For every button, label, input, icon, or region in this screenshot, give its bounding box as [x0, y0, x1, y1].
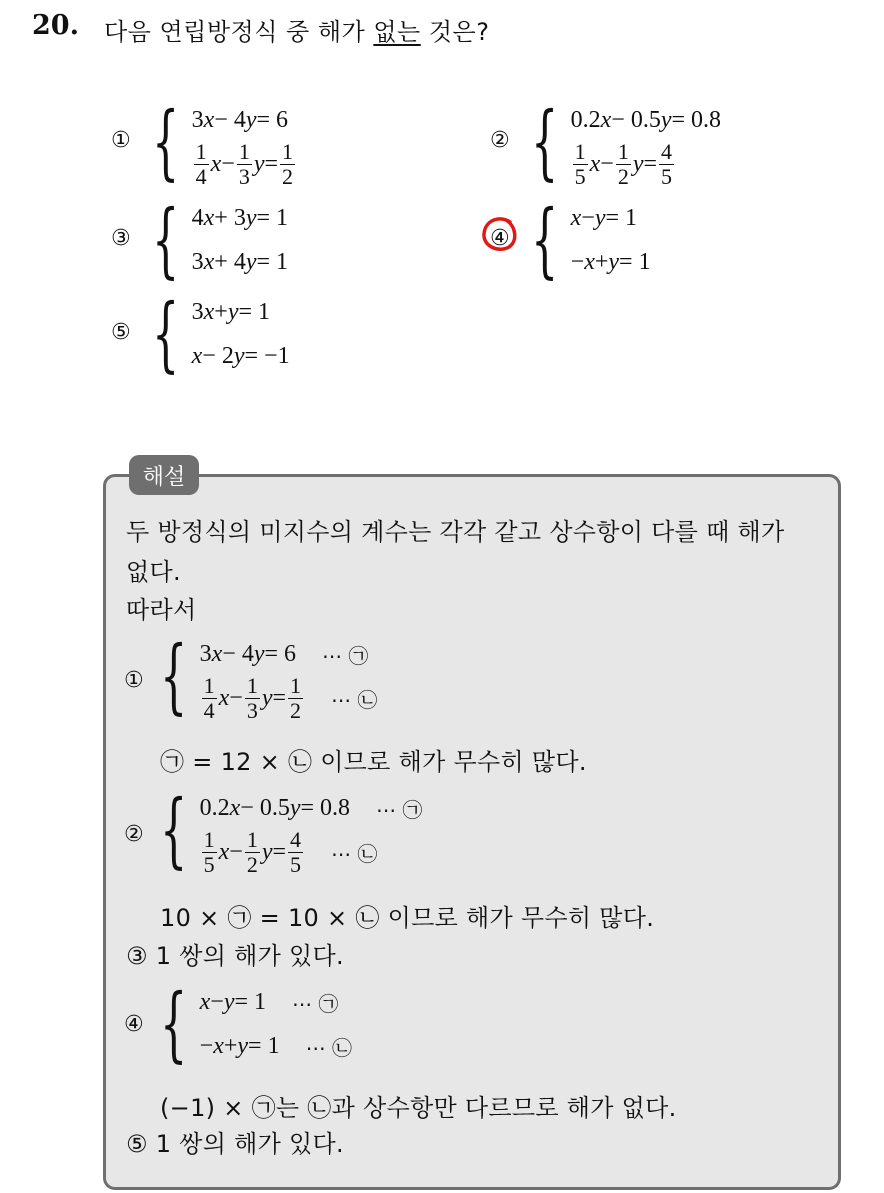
- fraction: $\frac{1}{3}$: [238, 139, 250, 189]
- brace: {: [531, 94, 559, 190]
- variable: y: [237, 1032, 249, 1059]
- variable: x: [229, 794, 241, 821]
- choice-1-marker[interactable]: ①: [111, 128, 131, 153]
- solution-intro-line1: 두 방정식의 미지수의 계수는 각각 같고 상수항이 다를 때 해가: [126, 518, 785, 546]
- solution-5-text: ⑤ 1 쌍의 해가 있다.: [126, 1130, 344, 1158]
- solution-3-text: ③ 1 쌍의 해가 있다.: [126, 942, 344, 970]
- question-text: 다음 연립방정식 중 해가 없는 것은?: [104, 18, 490, 46]
- variable: x: [213, 1032, 224, 1059]
- equation-line: 3 x + 4 y = 1: [191, 248, 289, 275]
- variable: x: [211, 640, 223, 667]
- equation-line: $\frac{1}{5}$ x − $\frac{1}{2}$ y = $\frac{4}{5}$ ⋯ ㉡: [203, 827, 378, 877]
- choice-2-system[interactable]: [531, 94, 722, 190]
- variable: y: [632, 150, 644, 177]
- choice-5-system[interactable]: [152, 286, 290, 382]
- solution-tab: 해설: [129, 455, 199, 495]
- fraction: $\frac{4}{5}$: [290, 827, 302, 877]
- brace: {: [152, 94, 180, 190]
- fraction: $\frac{1}{2}$: [617, 139, 629, 189]
- variable: y: [245, 204, 257, 231]
- equation-line: x − y = 1: [570, 204, 638, 231]
- variable: x: [199, 988, 211, 1015]
- fraction: $\frac{4}{5}$: [661, 139, 673, 189]
- variable: y: [245, 248, 257, 275]
- variable: x: [589, 150, 601, 177]
- solution-2-conclusion: 10 × ㉠ = 10 × ㉡ 이므로 해가 무수히 많다.: [160, 904, 655, 932]
- equation-line: $\frac{1}{4}$ x − $\frac{1}{3}$ y = $\frac{1}{2}$: [195, 139, 294, 189]
- fraction: $\frac{1}{2}$: [282, 139, 294, 189]
- variable: x: [600, 106, 612, 133]
- variable: x: [584, 248, 595, 275]
- variable: x: [203, 204, 215, 231]
- fraction: $\frac{1}{4}$: [203, 673, 215, 723]
- solution-1-system: [160, 628, 378, 724]
- fraction: $\frac{1}{5}$: [574, 139, 586, 189]
- choice-3-system[interactable]: [152, 192, 289, 288]
- brace: {: [160, 628, 188, 724]
- choice-2-marker[interactable]: ②: [490, 128, 510, 153]
- variable: x: [570, 204, 582, 231]
- variable: y: [261, 838, 273, 865]
- solution-4-conclusion: (−1) × ㉠는 ㉡과 상수항만 다르므로 해가 없다.: [160, 1094, 677, 1122]
- solution-2-system: [160, 782, 423, 878]
- equation-line: − x + y = 1 ⋯ ㉡: [199, 1032, 352, 1060]
- solution-1-conclusion: ㉠ = 12 × ㉡ 이므로 해가 무수히 많다.: [160, 748, 587, 776]
- solution-4-marker: ④: [124, 1012, 144, 1037]
- brace: {: [160, 782, 188, 878]
- equation-line: $\frac{1}{4}$ x − $\frac{1}{3}$ y = $\frac{1}{2}$ ⋯ ㉡: [203, 673, 378, 723]
- solution-intro-line2: 없다.: [126, 558, 181, 586]
- solution-2-marker: ②: [124, 822, 144, 847]
- equation-line: 3 x + y = 1: [191, 298, 271, 325]
- brace: {: [531, 192, 559, 288]
- equation-line: − x + y = 1: [570, 248, 651, 275]
- brace: {: [152, 192, 180, 288]
- choice-5-marker[interactable]: ⑤: [111, 320, 131, 345]
- variable: y: [261, 684, 273, 711]
- brace: {: [152, 286, 180, 382]
- variable: x: [218, 838, 230, 865]
- equation-line: $\frac{1}{5}$ x − $\frac{1}{2}$ y = $\frac{4}{5}$: [574, 139, 673, 189]
- choice-1-system[interactable]: [152, 94, 297, 190]
- variable: y: [227, 298, 239, 325]
- equation-label: ⋯ ㉡: [331, 841, 378, 866]
- fraction: $\frac{1}{2}$: [246, 827, 258, 877]
- equation-label: ⋯ ㉠: [376, 797, 423, 822]
- variable: x: [210, 150, 222, 177]
- variable: y: [594, 204, 606, 231]
- brace: {: [160, 976, 188, 1072]
- equation-line: 0.2 x − 0.5 y = 0.8 ⋯ ㉠: [199, 794, 423, 822]
- equation-line: x − y = 1 ⋯ ㉠: [199, 988, 339, 1016]
- solution-intro-line3: 따라서: [126, 596, 197, 624]
- variable: x: [203, 106, 215, 133]
- variable: y: [660, 106, 672, 133]
- equation-label: ⋯ ㉠: [292, 991, 339, 1016]
- equation-label: ⋯ ㉠: [322, 643, 369, 668]
- variable: y: [253, 640, 265, 667]
- fraction: $\frac{1}{3}$: [246, 673, 258, 723]
- equation-line: x − 2 y = −1: [191, 342, 290, 369]
- underlined-keyword: 없는: [373, 18, 421, 46]
- variable: y: [223, 988, 235, 1015]
- fraction: $\frac{1}{5}$: [203, 827, 215, 877]
- equation-label: ⋯ ㉡: [305, 1035, 352, 1060]
- equation-line: 3 x − 4 y = 6: [191, 106, 289, 133]
- variable: x: [191, 342, 203, 369]
- equation-line: 3 x − 4 y = 6 ⋯ ㉠: [199, 640, 369, 668]
- equation-line: 0.2 x − 0.5 y = 0.8: [570, 106, 722, 133]
- variable: y: [233, 342, 245, 369]
- solution-1-marker: ①: [124, 668, 144, 693]
- variable: y: [289, 794, 301, 821]
- variable: y: [253, 150, 265, 177]
- choice-4-marker[interactable]: ④: [490, 226, 510, 251]
- variable: x: [203, 248, 215, 275]
- variable: y: [245, 106, 257, 133]
- fraction: $\frac{1}{4}$: [195, 139, 207, 189]
- choice-4-system[interactable]: [531, 192, 651, 288]
- equation-label: ⋯ ㉡: [331, 687, 378, 712]
- solution-4-system: [160, 976, 352, 1072]
- variable: x: [203, 298, 215, 325]
- question-number: 20.: [32, 10, 79, 41]
- variable: x: [218, 684, 230, 711]
- equation-line: 4 x + 3 y = 1: [191, 204, 289, 231]
- variable: y: [608, 248, 620, 275]
- choice-3-marker[interactable]: ③: [111, 226, 131, 251]
- fraction: $\frac{1}{2}$: [290, 673, 302, 723]
